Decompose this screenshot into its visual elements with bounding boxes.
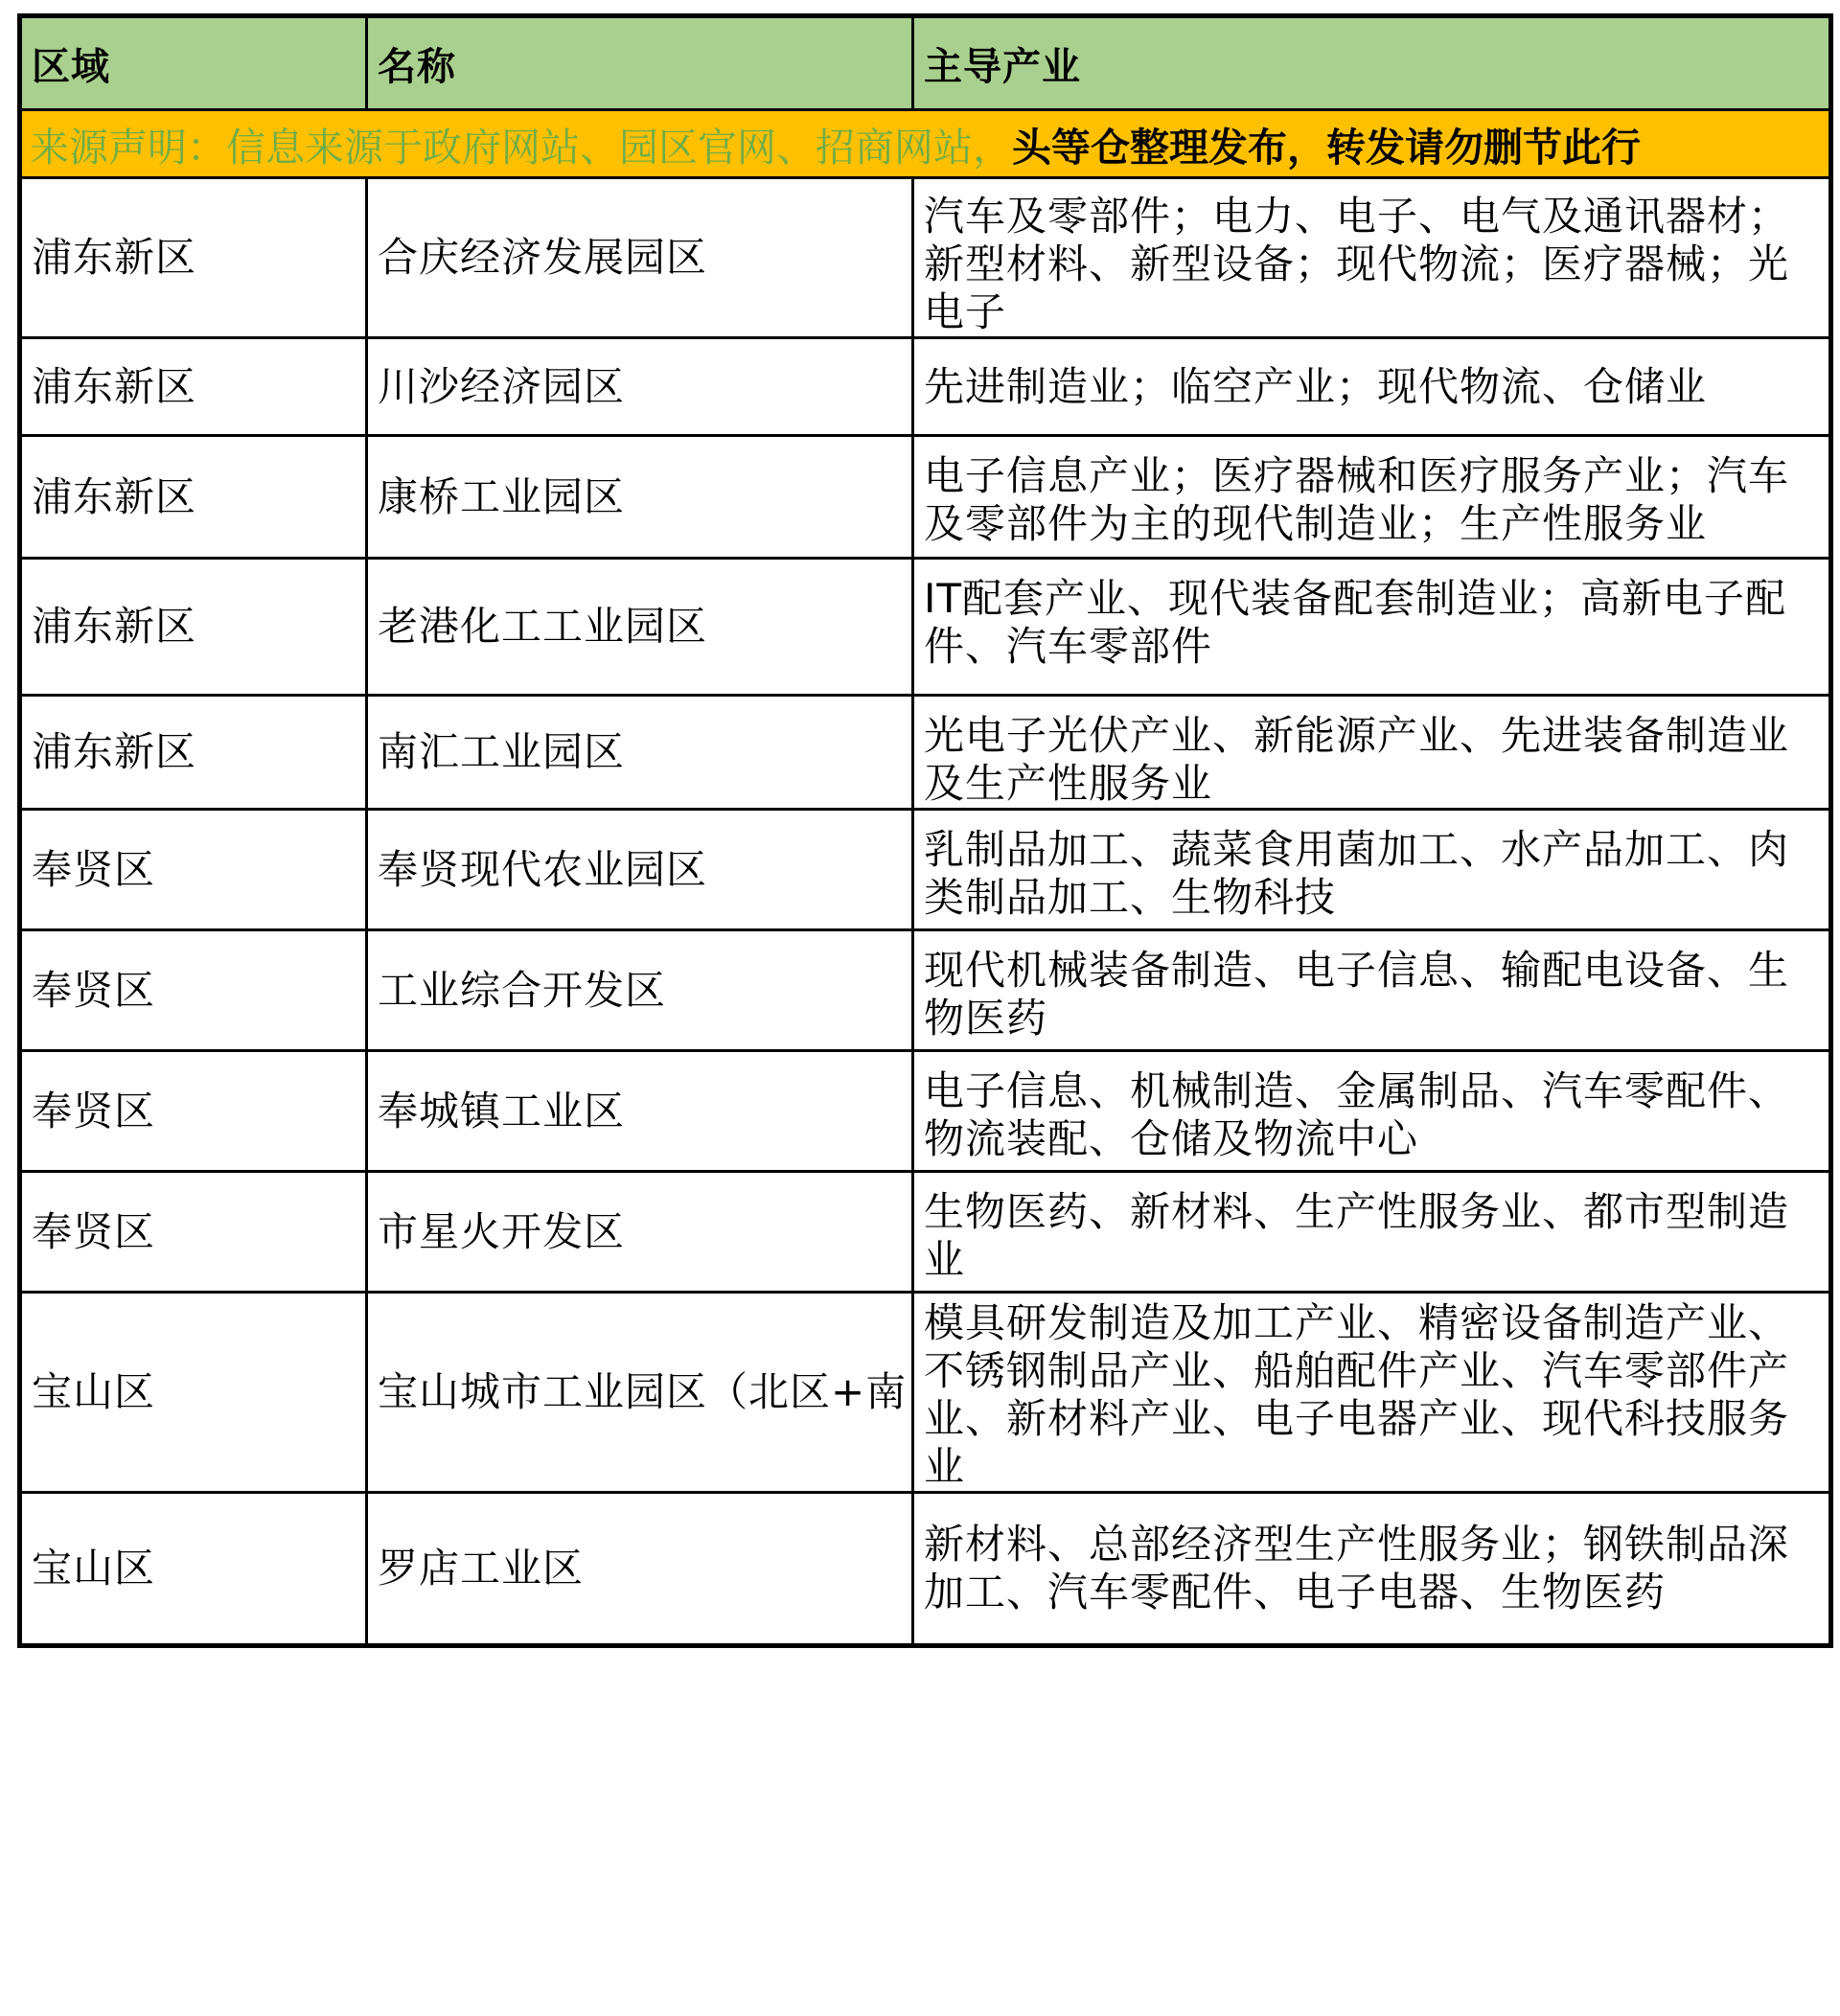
- cell-name: 合庆经济发展园区: [367, 178, 913, 338]
- source-notice-bold: 头等仓整理发布，转发请勿删节此行: [1012, 124, 1641, 171]
- source-notice-row: [20, 110, 1831, 178]
- table-row: [20, 1172, 1831, 1293]
- cell-region: 宝山区: [20, 1493, 367, 1646]
- cell-industry: 光电子光伏产业、新能源产业、先进装备制造业及生产性服务业: [913, 696, 1831, 810]
- cell-region: 浦东新区: [20, 559, 367, 696]
- cell-industry: IT配套产业、现代装备配套制造业；高新电子配件、汽车零部件: [913, 559, 1831, 696]
- cell-name: 康桥工业园区: [367, 436, 913, 559]
- cell-industry: 模具研发制造及加工产业、精密设备制造产业、不锈钢制品产业、船舶配件产业、汽车零部件产业、新材料产业、电子电器产业、现代科技服务业: [913, 1293, 1831, 1493]
- industrial-park-table: [17, 13, 1833, 1648]
- header-region: 区域: [20, 16, 367, 110]
- cell-name: 奉城镇工业区: [367, 1051, 913, 1172]
- table-row: [20, 178, 1831, 338]
- table-row: [20, 1293, 1831, 1493]
- cell-name: 工业综合开发区: [367, 930, 913, 1051]
- cell-industry: 汽车及零部件；电力、电子、电气及通讯器材；新型材料、新型设备；现代物流；医疗器械；光电子: [913, 178, 1831, 338]
- cell-name: 宝山城市工业园区（北区+南: [367, 1293, 913, 1493]
- cell-industry: 新材料、总部经济型生产性服务业；钢铁制品深加工、汽车零配件、电子电器、生物医药: [913, 1493, 1831, 1646]
- cell-region: 浦东新区: [20, 178, 367, 338]
- cell-name: 市星火开发区: [367, 1172, 913, 1293]
- table-header-row: [20, 16, 1831, 110]
- cell-industry: 乳制品加工、蔬菜食用菌加工、水产品加工、肉类制品加工、生物科技: [913, 810, 1831, 930]
- header-name: 名称: [367, 16, 913, 110]
- source-notice: [20, 110, 1831, 178]
- cell-name: 奉贤现代农业园区: [367, 810, 913, 930]
- table-row: [20, 810, 1831, 930]
- cell-industry: 现代机械装备制造、电子信息、输配电设备、生物医药: [913, 930, 1831, 1051]
- cell-name: 南汇工业园区: [367, 696, 913, 810]
- cell-industry: 电子信息、机械制造、金属制品、汽车零配件、物流装配、仓储及物流中心: [913, 1051, 1831, 1172]
- header-industry: 主导产业: [913, 16, 1831, 110]
- table-row: [20, 930, 1831, 1051]
- cell-region: 浦东新区: [20, 338, 367, 436]
- table-row: [20, 1493, 1831, 1646]
- cell-region: 浦东新区: [20, 436, 367, 559]
- cell-region: 宝山区: [20, 1293, 367, 1493]
- table-row: [20, 559, 1831, 696]
- cell-name: 川沙经济园区: [367, 338, 913, 436]
- table-row: [20, 436, 1831, 559]
- cell-region: 奉贤区: [20, 1051, 367, 1172]
- cell-region: 奉贤区: [20, 1172, 367, 1293]
- cell-name: 罗店工业区: [367, 1493, 913, 1646]
- cell-region: 奉贤区: [20, 930, 367, 1051]
- cell-region: 奉贤区: [20, 810, 367, 930]
- cell-name: 老港化工工业园区: [367, 559, 913, 696]
- table-row: [20, 696, 1831, 810]
- cell-industry: 生物医药、新材料、生产性服务业、都市型制造业: [913, 1172, 1831, 1293]
- cell-industry: 电子信息产业；医疗器械和医疗服务产业；汽车及零部件为主的现代制造业；生产性服务业: [913, 436, 1831, 559]
- source-notice-text: 来源声明：信息来源于政府网站、园区官网、招商网站，: [30, 124, 1012, 171]
- table-row: [20, 338, 1831, 436]
- cell-region: 浦东新区: [20, 696, 367, 810]
- cell-industry: 先进制造业；临空产业；现代物流、仓储业: [913, 338, 1831, 436]
- table-row: [20, 1051, 1831, 1172]
